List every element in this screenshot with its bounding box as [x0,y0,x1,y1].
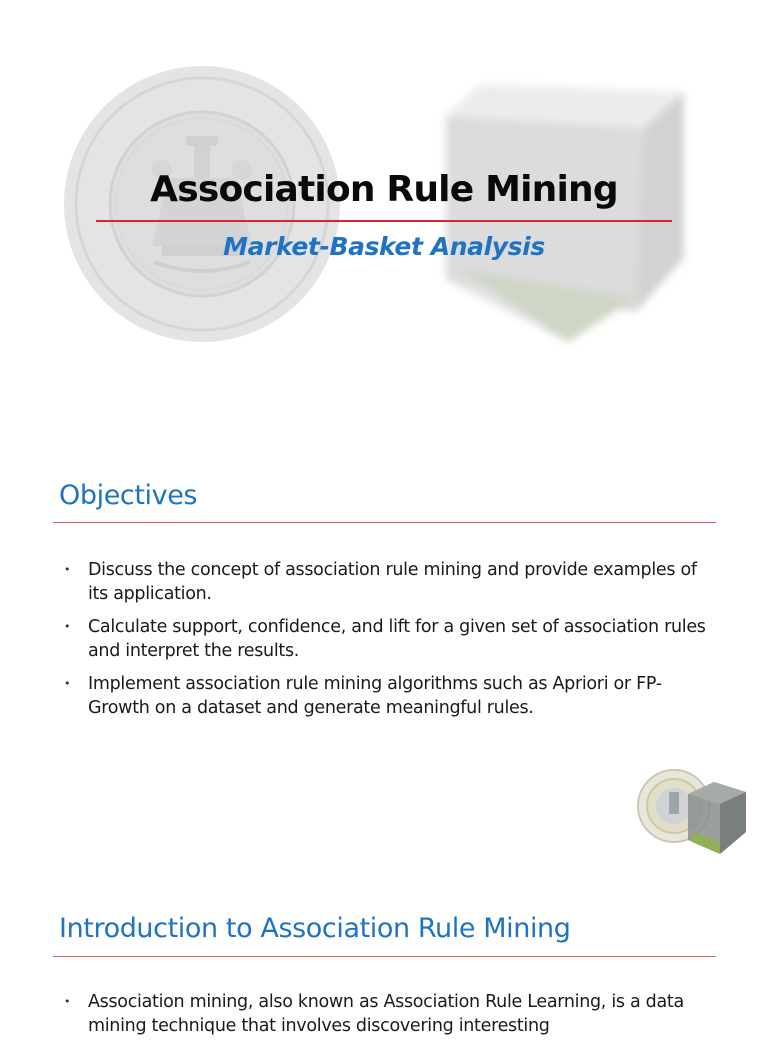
cube-logo-watermark-icon [440,80,690,348]
list-item [62,672,712,720]
introduction-list [62,990,712,1047]
bullet-icon: • [64,563,71,576]
list-item [62,615,712,663]
university-logo-icon [636,762,748,856]
slide-subtitle: Market-Basket Analysis [223,232,545,261]
objective-text: Implement association rule mining algorithms such as Apriori or FP-Growth on a dataset and generate meaningful rules. [88,674,662,718]
title-divider [96,220,672,222]
list-item [62,990,712,1038]
title-slide [0,0,768,400]
objectives-list [62,558,712,729]
introduction-divider [53,956,716,957]
objective-text: Calculate support, confidence, and lift for a given set of association rules and interpret the results. [88,617,706,661]
bullet-icon: • [64,995,71,1008]
bullet-icon: • [64,677,71,690]
objectives-divider [53,522,716,523]
slide-title: Association Rule Mining [150,169,618,210]
objectives-heading: Objectives [59,480,198,511]
bullet-icon: • [64,620,71,633]
objective-text: Discuss the concept of association rule mining and provide examples of its application. [88,560,697,604]
introduction-heading: Introduction to Association Rule Mining [59,913,571,944]
introduction-text: Association mining, also known as Association Rule Learning, is a data mining technique that involves discovering interesting [88,992,684,1036]
list-item [62,558,712,606]
